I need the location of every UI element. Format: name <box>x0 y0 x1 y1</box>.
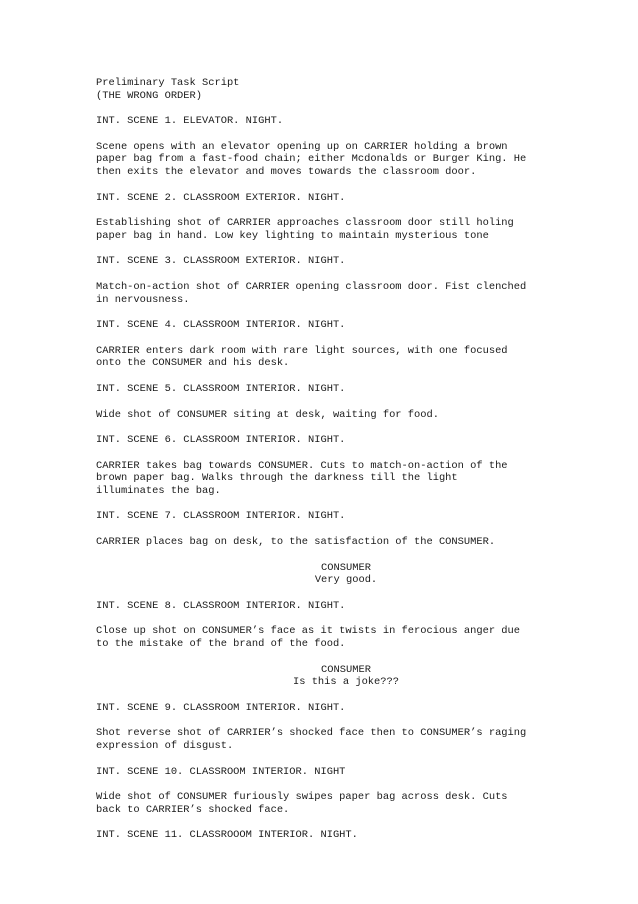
scene-heading-2: INT. SCENE 2. CLASSROOM EXTERIOR. NIGHT. <box>96 191 346 204</box>
scene-action-5: Wide shot of CONSUMER siting at desk, waiting for food. <box>96 408 439 421</box>
dialogue-block-7 <box>96 562 556 587</box>
dialogue-character: CONSUMER <box>321 561 371 574</box>
scene-action-10: Wide shot of CONSUMER furiously swipes paper bag across desk. Cuts back to CARRIER’s shocked face. <box>96 791 508 816</box>
scene-action-2: Establishing shot of CARRIER approaches classroom door still holing paper bag in hand. Low key lighting to maintain mysterious tone <box>96 217 514 242</box>
scene-heading-4: INT. SCENE 4. CLASSROOM INTERIOR. NIGHT. <box>96 319 346 332</box>
scene-action-4: CARRIER enters dark room with rare light sources, with one focused onto the CONSUMER and his desk. <box>96 344 508 370</box>
scene-heading-5: INT. SCENE 5. CLASSROOM INTERIOR. NIGHT. <box>96 382 346 395</box>
script-title: Preliminary Task Script <box>96 77 240 89</box>
dialogue-line: Is this a joke??? <box>292 676 399 689</box>
scene-heading-7: INT. SCENE 7. CLASSROOM INTERIOR. NIGHT. <box>96 510 346 523</box>
scene-heading-8: INT. SCENE 8. CLASSROOM INTERIOR. NIGHT. <box>96 599 346 612</box>
scene-heading-11: INT. SCENE 11. CLASSROOOM INTERIOR. NIGHT. <box>96 829 358 842</box>
scene-action-9: Shot reverse shot of CARRIER’s shocked face then to CONSUMER’s raging expression of disgust. <box>96 727 527 752</box>
dialogue-block-8 <box>96 664 556 689</box>
title-block <box>96 77 556 102</box>
scene-heading-10: INT. SCENE 10. CLASSROOM INTERIOR. NIGHT <box>96 765 346 778</box>
dialogue-character: CONSUMER <box>321 663 371 676</box>
scene-action-7: CARRIER places bag on desk, to the satisfaction of the CONSUMER. <box>96 536 496 549</box>
script-content <box>96 77 556 855</box>
dialogue-line: Very good. <box>314 574 378 587</box>
scene-heading-1: INT. SCENE 1. ELEVATOR. NIGHT. <box>96 115 284 128</box>
scene-heading-9: INT. SCENE 9. CLASSROOM INTERIOR. NIGHT. <box>96 701 346 714</box>
script-subtitle: (THE WRONG ORDER) <box>96 89 203 102</box>
scene-action-1: Scene opens with an elevator opening up on CARRIER holding a brown paper bag from a fast-food chain; either Mcdonalds or Burger King. He then exits the elevator and moves towards the classroom door. <box>96 140 527 178</box>
scene-action-3: Match-on-action shot of CARRIER opening classroom door. Fist clenched in nervousness. <box>96 280 527 306</box>
scene-heading-3: INT. SCENE 3. CLASSROOM EXTERIOR. NIGHT. <box>96 255 346 268</box>
scene-action-8: Close up shot on CONSUMER’s face as it twists in ferocious anger due to the mistake of the brand of the food. <box>96 625 521 651</box>
scene-heading-6: INT. SCENE 6. CLASSROOM INTERIOR. NIGHT. <box>96 434 346 447</box>
scene-action-6: CARRIER takes bag towards CONSUMER. Cuts to match-on-action of the brown paper bag. Walks through the darkness till the light illuminates the bag. <box>96 459 508 497</box>
